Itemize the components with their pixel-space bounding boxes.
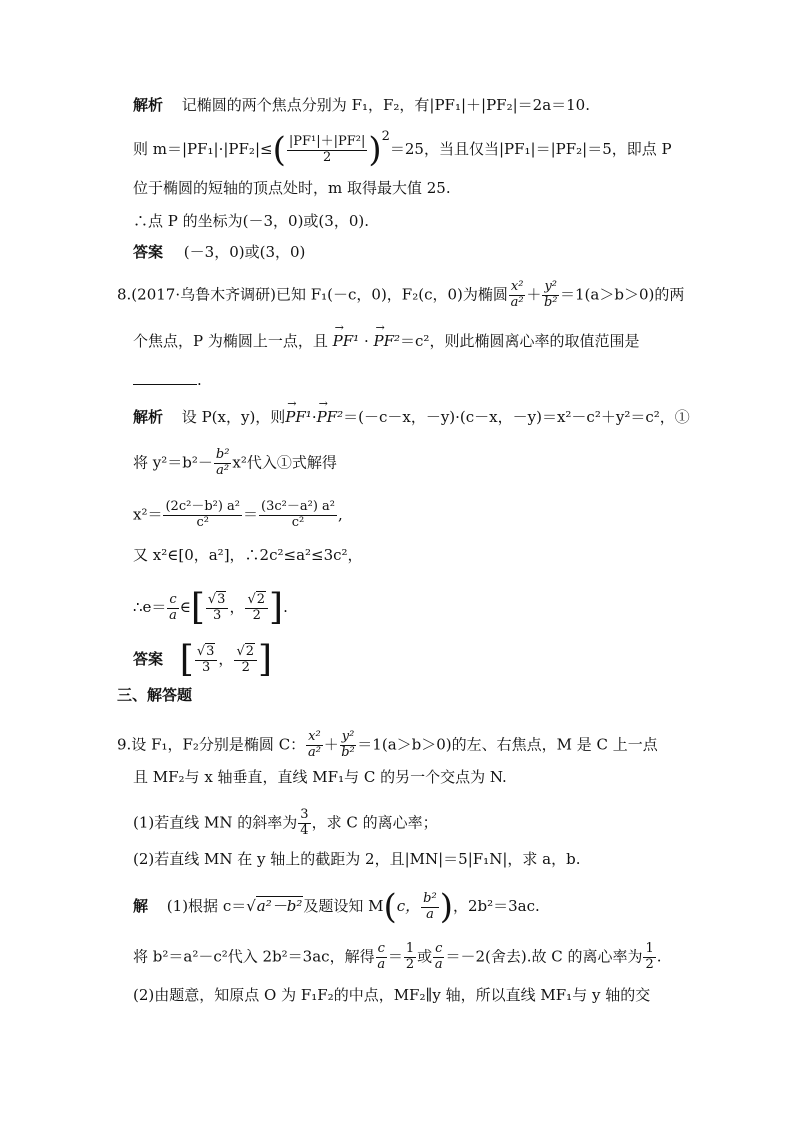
text: ∴e＝ <box>133 598 167 616</box>
equals: ＝ <box>387 947 403 966</box>
section-heading-line <box>0 688 794 703</box>
numerator: 1 <box>405 941 415 956</box>
text: ＝25，当且仅当|PF₁|＝|PF₂|＝5，即点 P <box>389 140 672 158</box>
radicand: a²－b² <box>256 897 303 915</box>
vector-pf1: → PF¹ <box>285 410 312 425</box>
numerator: √2 <box>245 593 268 609</box>
fraction <box>214 448 232 479</box>
text: 将 y²＝b²－ <box>133 453 213 472</box>
q8-line-3 <box>0 370 794 388</box>
denominator: 2 <box>241 659 250 675</box>
right-bracket: ] <box>258 639 273 680</box>
denominator: c² <box>196 514 209 530</box>
right-bracket: ] <box>269 587 284 628</box>
numerator: x² <box>308 729 321 744</box>
section-title: 三、解答题 <box>117 686 193 704</box>
numerator: c <box>435 941 443 956</box>
fraction <box>509 280 526 311</box>
numerator: 1 <box>645 941 654 956</box>
denominator: a² <box>307 744 321 760</box>
point-x: c， <box>396 897 421 915</box>
numerator: √3 <box>206 593 229 609</box>
dot: · <box>311 408 317 426</box>
text: (2)由题意，知原点 O 为 F₁F₂的中点，MF₂∥y 轴，所以直线 MF₁与 y 轴的交 <box>133 986 651 1004</box>
answer <box>179 639 273 680</box>
text: ，2b²＝3ac. <box>452 897 540 915</box>
left-paren: ( <box>272 130 286 170</box>
text: 又 x²∈[0，a²]，∴2c²≤a²≤3c²， <box>133 546 363 564</box>
s8-answer-line <box>0 639 794 680</box>
text: 9.设 F₁，F₂分别是椭圆 C： <box>117 735 306 754</box>
q9-part2 <box>0 852 794 867</box>
text: 8.(2017·乌鲁木齐调研)已知 F₁(－c，0)，F₂(c，0)为椭圆 <box>117 285 508 304</box>
q9-line-1: 9.设 F₁，F₂分别是椭圆 C： $\frac{\text{x²}}{\text{a²}}$ ＋ $\frac{\text{y²}}{\text{b²}}$ ＝1(a＞b＞0)的左、右焦点，M 是 C 上一点 <box>117 729 658 760</box>
numerator: 3 <box>300 807 309 822</box>
fraction <box>542 280 559 311</box>
left-bracket: [ <box>179 639 194 680</box>
s8-analysis-line-2 <box>0 448 794 479</box>
numerator: (2c²－b²) a² <box>165 499 241 514</box>
period: . <box>656 947 662 966</box>
fraction <box>433 942 444 973</box>
fraction <box>167 593 178 624</box>
q8-line-2 <box>0 334 794 349</box>
s8-analysis-line-5 <box>0 587 794 628</box>
denominator: b² <box>543 294 558 310</box>
denominator: a² <box>216 462 230 478</box>
left-paren: ( <box>383 887 397 927</box>
s8-analysis-line-3 <box>0 500 794 531</box>
denominator: 2 <box>405 956 415 972</box>
answer-label: 答案 <box>133 650 164 668</box>
denominator: a² <box>510 294 524 310</box>
separator: ， <box>229 598 245 616</box>
vector-pf1: → PF¹ <box>333 334 360 349</box>
denominator: 3 <box>213 607 222 623</box>
s9-solution-line-1: 解 (1)根据 c＝√a²－b²及题设知 M(c， $\frac{\text{b²}}{a}$ )，2b²＝3ac. <box>133 887 540 927</box>
s7-answer-line <box>0 245 794 260</box>
q8-line-1: 8.(2017·乌鲁木齐调研)已知 F₁(－c，0)，F₂(c，0)为椭圆 $\frac{\text{x²}}{\text{a²}}$ ＋ $\frac{\text{y²}}{\text{b²}}$ ＝1(a＞b＞0)的两 <box>117 279 685 310</box>
s8-analysis-line-4 <box>0 548 794 563</box>
text: (1)根据 c＝ <box>166 897 247 915</box>
dot: · <box>363 332 369 350</box>
denominator: b² <box>341 744 355 760</box>
s7-analysis-line-3 <box>0 181 794 196</box>
numerator: (3c²－a²) a² <box>261 499 336 514</box>
s7-analysis-line-2 <box>0 129 794 170</box>
denominator: a <box>426 906 434 922</box>
text: ，求 C 的离心率； <box>311 813 438 832</box>
fraction <box>643 942 655 973</box>
text: ＝c²，则此椭圆离心率的取值范围是 <box>400 332 640 350</box>
numerator: b² <box>215 447 230 462</box>
answer-label: 答案 <box>133 243 164 261</box>
text: ＝1(a＞b＞0)的左、右焦点，M 是 C 上一点 <box>357 735 658 754</box>
denominator: 2 <box>252 607 261 623</box>
fraction <box>421 892 439 923</box>
q9-part1 <box>0 808 794 839</box>
fraction <box>340 730 357 761</box>
fraction <box>404 942 416 973</box>
answer-blank <box>133 370 197 385</box>
analysis-label: 解析 <box>133 408 164 426</box>
numerator: √2 <box>234 645 257 661</box>
numerator: c <box>169 591 177 607</box>
denominator: a <box>169 607 177 623</box>
text: x²＝ <box>133 505 163 524</box>
analysis-label: 解析 <box>133 96 164 114</box>
exponent: 2 <box>381 129 390 144</box>
radicand: 2 <box>256 591 266 607</box>
period: . <box>283 598 288 616</box>
numerator: √3 <box>195 645 218 661</box>
fraction <box>245 593 268 624</box>
numerator: y² <box>544 279 557 294</box>
comma: , <box>338 505 343 524</box>
text: ∴点 P 的坐标为(－3，0)或(3，0). <box>133 212 369 230</box>
fraction <box>234 645 257 676</box>
element-of: ∈ <box>179 598 191 616</box>
numerator: y² <box>341 729 355 744</box>
left-bracket: [ <box>190 587 205 628</box>
denominator: 4 <box>300 822 309 838</box>
numerator: |PF¹|＋|PF²| <box>288 133 366 149</box>
denominator: c² <box>291 514 305 530</box>
text: 及题设知 M <box>303 897 384 915</box>
text: ＝－2(舍去).故 C 的离心率为 <box>445 947 643 966</box>
denominator: a <box>377 956 386 972</box>
denominator: 2 <box>645 956 654 972</box>
right-paren: ) <box>368 130 382 170</box>
s7-analysis-line-1 <box>0 98 794 113</box>
radicand: 3 <box>206 643 215 659</box>
numerator: x² <box>510 279 524 294</box>
right-paren: ) <box>439 887 453 927</box>
text: ＝(－c－x，－y)·(c－x，－y)＝x²－c²＋y²＝c²，① <box>343 408 690 426</box>
text: 则 m＝|PF₁|·|PF₂|≤ <box>133 140 273 158</box>
solution-label: 解 <box>133 897 149 915</box>
fraction <box>163 500 242 531</box>
text: ＝1(a＞b＞0)的两 <box>560 285 685 304</box>
s7-analysis-line-4 <box>0 214 794 229</box>
vector-pf2: → PF² <box>317 410 344 425</box>
vector-pf2: → PF² <box>374 334 401 349</box>
text: 设 P(x，y)，则 <box>181 408 286 426</box>
denominator: 2 <box>322 149 332 165</box>
radicand: 2 <box>245 643 255 659</box>
period: . <box>197 371 202 389</box>
numerator: b² <box>423 890 437 906</box>
text: 位于椭圆的短轴的顶点处时，m 取得最大值 25. <box>133 179 451 197</box>
text: (2)若直线 MN 在 y 轴上的截距为 2，且|MN|＝5|F₁N|，求 a，b. <box>133 850 581 868</box>
fraction <box>306 730 323 761</box>
s9-solution-line-2 <box>0 942 794 973</box>
or: 或 <box>417 947 433 966</box>
fraction <box>259 500 337 531</box>
text: 且 MF₂与 x 轴垂直，直线 MF₁与 C 的另一个交点为 N. <box>133 768 507 786</box>
fraction <box>195 645 218 676</box>
fraction <box>376 942 387 973</box>
s8-analysis-line-1 <box>0 410 794 425</box>
text: 记椭圆的两个焦点分别为 F₁，F₂，有|PF₁|＋|PF₂|＝2a＝10. <box>181 96 590 114</box>
radicand: 3 <box>217 591 226 607</box>
text: (1)若直线 MN 的斜率为 <box>133 813 298 832</box>
text: 个焦点，P 为椭圆上一点，且 <box>133 332 328 350</box>
fraction <box>287 135 367 166</box>
fraction <box>206 593 229 624</box>
equals: ＝ <box>243 505 259 524</box>
separator: ， <box>218 650 234 668</box>
denominator: a <box>434 956 443 972</box>
answer-text: (－3，0)或(3，0) <box>183 243 306 261</box>
text: 将 b²＝a²－c²代入 2b²＝3ac，解得 <box>133 947 375 966</box>
denominator: 3 <box>201 659 211 675</box>
q9-line-2 <box>0 770 794 785</box>
s9-solution-line-3 <box>0 988 794 1003</box>
numerator: c <box>377 941 385 956</box>
fraction <box>298 808 310 839</box>
text: x²代入①式解得 <box>232 453 337 472</box>
